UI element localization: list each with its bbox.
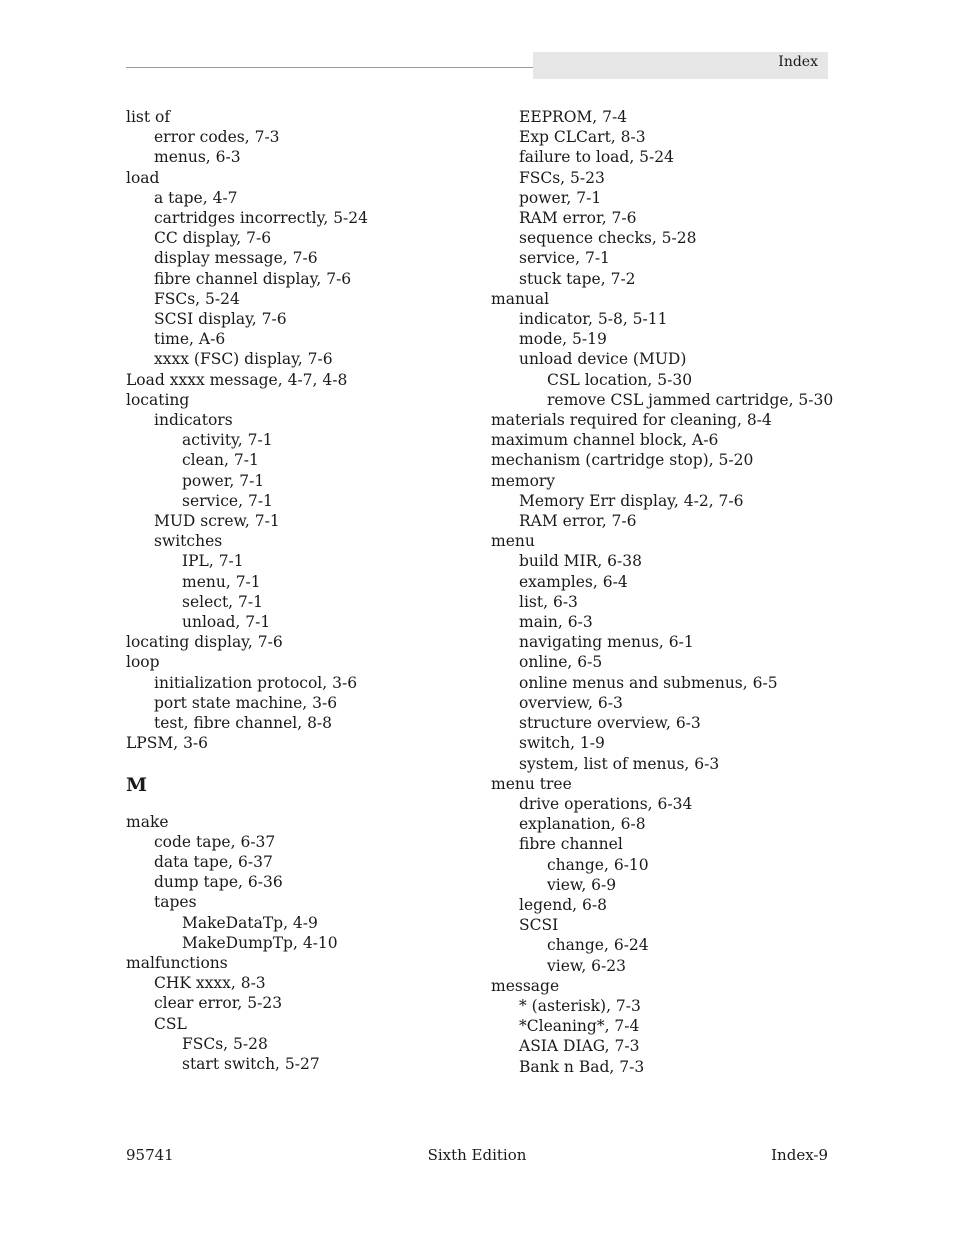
index-subsubentry: remove CSL jammed cartridge, 5-30 — [547, 390, 834, 409]
index-subentry: Exp CLCart, 8-3 — [519, 128, 646, 147]
index-subentry: RAM error, 7-6 — [519, 209, 637, 228]
index-subsubentry: unload, 7-1 — [182, 613, 271, 632]
index-subentry: power, 7-1 — [519, 188, 602, 207]
index-subsubentry: MakeDumpTp, 4-10 — [182, 933, 338, 952]
index-subentry: RAM error, 7-6 — [519, 512, 637, 531]
header-section-label: Index — [778, 54, 818, 70]
index-subentry: fibre channel display, 7-6 — [154, 269, 352, 288]
index-subentry: SCSI — [519, 916, 559, 935]
index-subentry: legend, 6-8 — [519, 895, 607, 914]
index-subentry: dump tape, 6-36 — [154, 873, 283, 892]
index-subentry: structure overview, 6-3 — [519, 714, 701, 733]
index-subentry: MUD screw, 7-1 — [154, 512, 280, 531]
index-subentry: failure to load, 5-24 — [519, 148, 674, 167]
index-subentry: indicators — [154, 411, 233, 430]
index-subentry: online menus and submenus, 6-5 — [519, 673, 778, 692]
index-subentry: list, 6-3 — [519, 592, 578, 611]
index-subentry: SCSI display, 7-6 — [154, 310, 287, 329]
index-subentry: cartridges incorrectly, 5-24 — [154, 209, 369, 228]
index-subsubentry: CSL location, 5-30 — [547, 370, 693, 389]
index-entry: list of — [126, 108, 171, 126]
index-entry: loop — [126, 653, 160, 672]
index-subentry: build MIR, 6-38 — [519, 552, 643, 571]
index-subentry: mode, 5-19 — [519, 330, 607, 349]
index-subentry: error codes, 7-3 — [154, 128, 280, 147]
index-subentry: FSCs, 5-24 — [154, 289, 240, 308]
index-entry: menu — [491, 532, 535, 551]
index-subentry: port state machine, 3-6 — [154, 693, 338, 712]
section-letter-heading: M — [126, 773, 148, 796]
index-subentry: EEPROM, 7-4 — [519, 108, 628, 126]
index-subsubentry: change, 6-24 — [547, 936, 649, 955]
index-entry: make — [126, 812, 169, 831]
index-subentry: tapes — [154, 893, 197, 912]
index-subentry: navigating menus, 6-1 — [519, 633, 694, 652]
index-subentry: CC display, 7-6 — [154, 229, 272, 248]
index-subsubentry: menu, 7-1 — [182, 572, 261, 591]
footer-doc-number: 95741 — [126, 1146, 174, 1164]
index-subentry: time, A-6 — [154, 330, 226, 349]
index-subsubentry: view, 6-9 — [547, 875, 617, 894]
index-subentry: * (asterisk), 7-3 — [519, 996, 641, 1015]
index-subsubentry: start switch, 5-27 — [182, 1054, 320, 1073]
index-entry: materials required for cleaning, 8-4 — [491, 411, 772, 430]
index-subentry: examples, 6-4 — [519, 572, 628, 591]
index-subentry: Bank n Bad, 7-3 — [519, 1057, 645, 1076]
index-subsubentry: view, 6-23 — [547, 956, 626, 975]
index-subsubentry: change, 6-10 — [547, 855, 649, 874]
index-subentry: explanation, 6-8 — [519, 815, 646, 834]
index-subsubentry: FSCs, 5-28 — [182, 1034, 268, 1053]
index-entry: manual — [491, 289, 550, 308]
index-entry: locating — [126, 390, 190, 409]
index-subsubentry: MakeDataTp, 4-9 — [182, 913, 318, 932]
index-subentry: overview, 6-3 — [519, 693, 623, 712]
index-column-left — [126, 107, 486, 1074]
index-entry: Load xxxx message, 4-7, 4-8 — [126, 370, 348, 389]
index-subentry: service, 7-1 — [519, 249, 610, 268]
index-subsubentry: service, 7-1 — [182, 491, 273, 510]
index-subsubentry: IPL, 7-1 — [182, 552, 244, 571]
index-subentry: indicator, 5-8, 5-11 — [519, 310, 668, 329]
index-entry: LPSM, 3-6 — [126, 734, 209, 753]
index-subsubentry: power, 7-1 — [182, 471, 265, 490]
index-subentry: CSL — [154, 1014, 187, 1033]
header-tab — [533, 52, 828, 79]
index-entry: memory — [491, 471, 556, 490]
index-subentry: clear error, 5-23 — [154, 994, 283, 1013]
index-subentry: main, 6-3 — [519, 613, 593, 632]
index-subentry: a tape, 4-7 — [154, 188, 238, 207]
index-subentry: display message, 7-6 — [154, 249, 318, 268]
index-subentry: data tape, 6-37 — [154, 852, 273, 871]
footer-edition: Sixth Edition — [427, 1146, 527, 1164]
index-subentry: fibre channel — [519, 835, 623, 854]
index-entry: menu tree — [491, 774, 572, 793]
index-subentry: online, 6-5 — [519, 653, 603, 672]
index-subentry: switches — [154, 532, 223, 551]
index-subentry: code tape, 6-37 — [154, 832, 276, 851]
index-subentry: Memory Err display, 4-2, 7-6 — [519, 491, 744, 510]
index-subentry: menus, 6-3 — [154, 148, 241, 167]
index-subentry: drive operations, 6-34 — [519, 794, 693, 813]
index-column-right — [491, 107, 834, 1077]
index-subentry: switch, 1-9 — [519, 734, 605, 753]
index-subentry: test, fibre channel, 8-8 — [154, 714, 333, 733]
index-entry: locating display, 7-6 — [126, 633, 283, 652]
index-subsubentry: clean, 7-1 — [182, 451, 259, 470]
index-subentry: FSCs, 5-23 — [519, 168, 605, 187]
index-entry: load — [126, 168, 160, 187]
index-subentry: unload device (MUD) — [519, 350, 687, 369]
index-entry: message — [491, 976, 560, 995]
index-entry: malfunctions — [126, 953, 228, 972]
index-subentry: *Cleaning*, 7-4 — [519, 1017, 640, 1036]
index-subsubentry: activity, 7-1 — [182, 431, 273, 450]
index-entry: maximum channel block, A-6 — [491, 431, 719, 450]
index-entry: mechanism (cartridge stop), 5-20 — [491, 451, 754, 470]
index-subentry: initialization protocol, 3-6 — [154, 673, 358, 692]
header-rule — [126, 67, 536, 68]
index-subentry: stuck tape, 7-2 — [519, 269, 636, 288]
index-subentry: system, list of menus, 6-3 — [519, 754, 720, 773]
index-subentry: ASIA DIAG, 7-3 — [519, 1037, 640, 1056]
index-subentry: sequence checks, 5-28 — [519, 229, 697, 248]
index-subentry: xxxx (FSC) display, 7-6 — [154, 350, 333, 369]
index-subentry: CHK xxxx, 8-3 — [154, 974, 266, 993]
index-subsubentry: select, 7-1 — [182, 592, 263, 611]
footer-page-number: Index-9 — [771, 1146, 828, 1164]
